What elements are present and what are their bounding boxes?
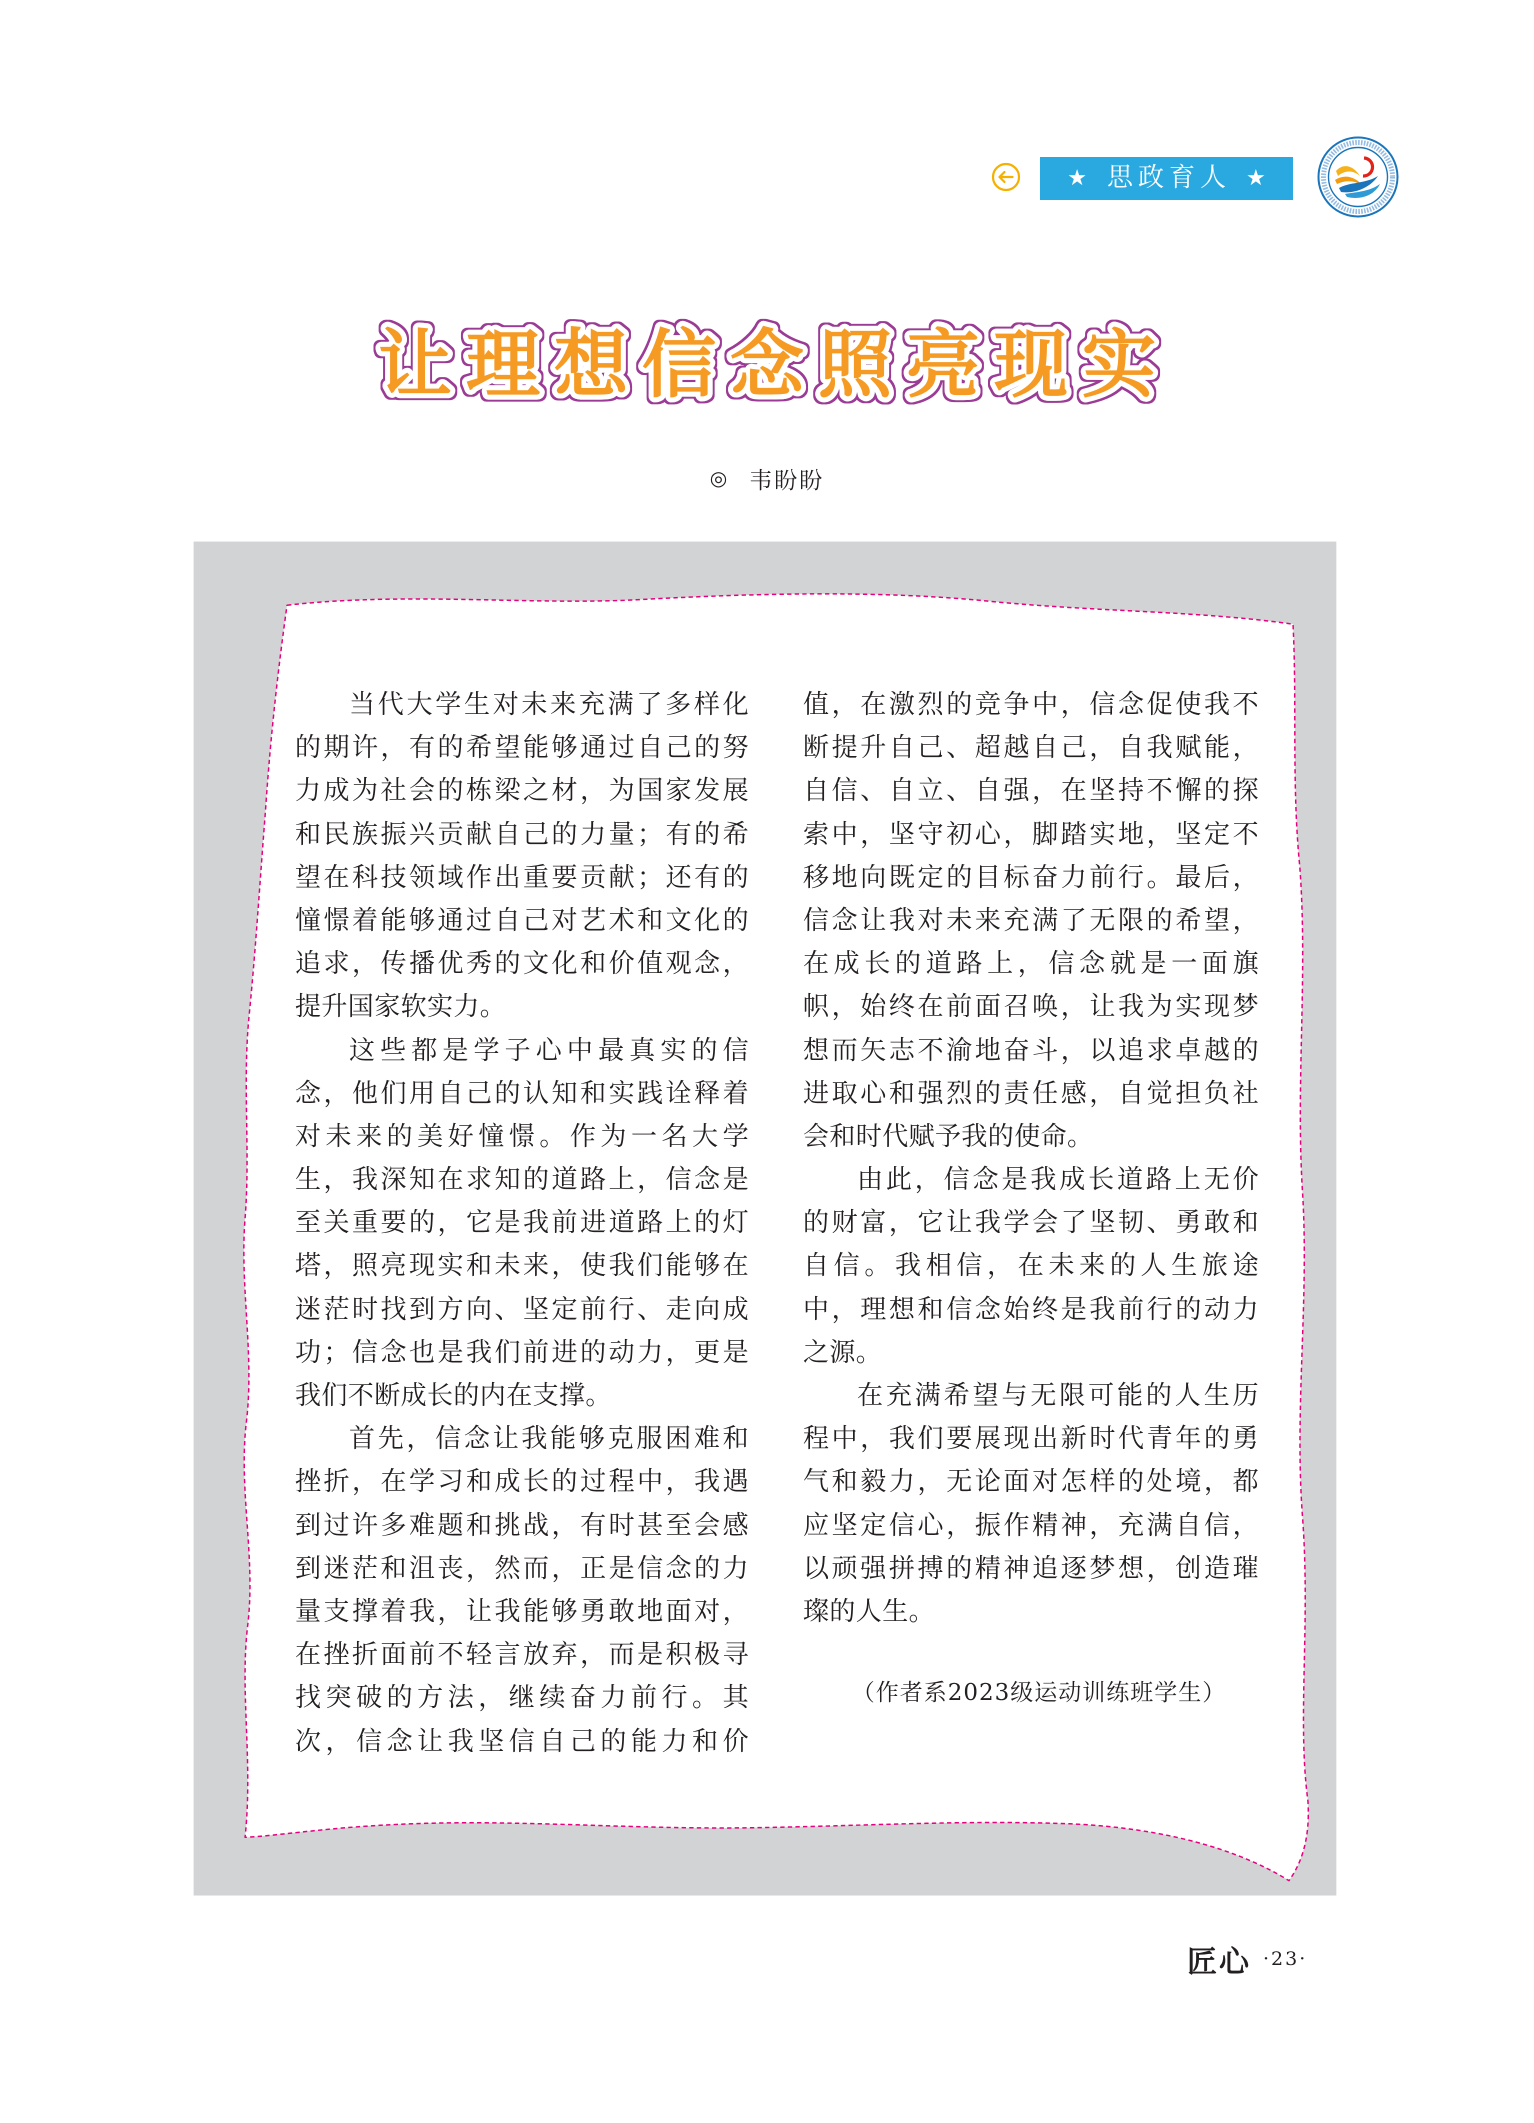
star-icon: ★ — [1067, 166, 1087, 191]
text-line: 和民族振兴贡献自己的力量；有的希 — [295, 819, 749, 850]
text-line: 应坚定信心，振作精神，充满自信， — [803, 1510, 1259, 1541]
text-line: 由此，信念是我成长道路上无价 — [857, 1165, 1259, 1196]
text-line: 这些都是学子心中最真实的信 — [349, 1035, 749, 1066]
text-line: 中，理想和信念始终是我前行的动力 — [803, 1294, 1259, 1325]
text-line: 在充满希望与无限可能的人生历 — [857, 1381, 1259, 1411]
text-line: 值，在激烈的竞争中，信念促使我不 — [803, 690, 1259, 720]
text-column-right — [803, 684, 1259, 1634]
text-line: 自信。我相信，在未来的人生旅途 — [803, 1251, 1259, 1282]
text-line: 次，信念让我坚信自己的能力和价 — [295, 1726, 749, 1757]
text-line: 迷茫时找到方向、坚定前行、走向成 — [295, 1294, 749, 1325]
text-line: 想而矢志不渝地奋斗，以追求卓越的 — [803, 1035, 1259, 1066]
text-line: 追求，传播优秀的文化和价值观念， — [295, 949, 749, 980]
text-line: 的期许，有的希望能够通过自己的努 — [295, 733, 749, 764]
text-line: 在成长的道路上，信念就是一面旗 — [803, 949, 1259, 980]
paragraph — [803, 1159, 1259, 1375]
text-line: 移地向既定的目标奋力前行。最后， — [803, 862, 1259, 893]
section-banner — [1040, 157, 1293, 200]
paragraph — [803, 1375, 1259, 1634]
text-line: 进取心和强烈的责任感，自觉担负社 — [803, 1078, 1259, 1109]
text-line: 量支撑着我，让我能够勇敢地面对， — [295, 1596, 749, 1627]
text-line: 气和毅力，无论面对怎样的处境，都 — [803, 1467, 1259, 1498]
author-name: 韦盼盼 — [749, 467, 825, 494]
text-line: 力成为社会的栋梁之材，为国家发展 — [295, 776, 749, 807]
text-line: 我们不断成长的内在支撑。 — [295, 1381, 612, 1411]
paragraph — [295, 1030, 749, 1419]
text-line: 塔，照亮现实和未来，使我们能够在 — [295, 1251, 749, 1282]
text-line: 至关重要的，它是我前进道路上的灯 — [295, 1208, 749, 1239]
text-line: 以顽强拼搏的精神追逐梦想，创造璀 — [803, 1553, 1259, 1584]
left-arrow-circle-icon — [991, 162, 1021, 192]
paragraph — [295, 1418, 749, 1764]
star-icon: ★ — [1246, 166, 1266, 191]
author-line — [0, 460, 1534, 496]
text-line: 自信、自立、自强，在坚持不懈的探 — [803, 776, 1259, 807]
title-banner — [0, 290, 1534, 430]
page-footer — [1187, 1938, 1307, 1980]
text-line: 索中，坚守初心，脚踏实地，坚定不 — [803, 819, 1259, 850]
school-emblem-logo — [1317, 136, 1399, 218]
author-byline: （作者系2023级运动训练班学生） — [851, 1680, 1227, 1706]
text-line: 首先，信念让我能够克服困难和 — [349, 1424, 749, 1455]
page-title: 让理想信念照亮现实 — [378, 322, 1170, 408]
text-line: 程中，我们要展现出新时代青年的勇 — [803, 1424, 1259, 1455]
text-line: 念，他们用自己的认知和实践诠释着 — [295, 1078, 749, 1109]
text-line: 信念让我对未来充满了无限的希望， — [803, 905, 1259, 936]
text-line: 憧憬着能够通过自己对艺术和文化的 — [295, 905, 749, 936]
text-line: 对未来的美好憧憬。作为一名大学 — [295, 1121, 749, 1152]
text-line: 功；信念也是我们前进的动力，更是 — [295, 1337, 749, 1368]
paragraph — [295, 684, 749, 1030]
text-line: 到迷茫和沮丧，然而，正是信念的力 — [295, 1553, 749, 1584]
magazine-title: 匠心 — [1187, 1945, 1251, 1980]
text-line: 在挫折面前不轻言放弃，而是积极寻 — [295, 1640, 749, 1671]
text-line: 断提升自己、超越自己，自我赋能， — [803, 733, 1259, 764]
text-line: 的财富，它让我学会了坚韧、勇敢和 — [803, 1208, 1259, 1239]
text-line: 到过许多难题和挑战，有时甚至会感 — [295, 1510, 749, 1541]
text-line: 找突破的方法，继续奋力前行。其 — [295, 1683, 749, 1714]
paragraph — [803, 684, 1259, 1159]
text-column-left — [295, 684, 749, 1764]
text-line: 会和时代赋予我的使命。 — [803, 1121, 1094, 1152]
text-line: 望在科技领域作出重要贡献；还有的 — [295, 862, 749, 893]
text-line: 生，我深知在求知的道路上，信念是 — [295, 1165, 749, 1196]
text-line: 之源。 — [803, 1337, 883, 1368]
section-label: 思政育人 — [1106, 163, 1231, 193]
text-line: 璨的人生。 — [803, 1596, 936, 1627]
text-line: 挫折，在学习和成长的过程中，我遇 — [295, 1467, 749, 1498]
text-line: 当代大学生对未来充满了多样化 — [349, 690, 749, 720]
text-line: 帜，始终在前面召唤，让我为实现梦 — [803, 992, 1259, 1023]
author-mark: ◎ — [709, 466, 728, 490]
page-number: ·23· — [1263, 1948, 1308, 1970]
text-line: 提升国家软实力。 — [295, 992, 507, 1023]
